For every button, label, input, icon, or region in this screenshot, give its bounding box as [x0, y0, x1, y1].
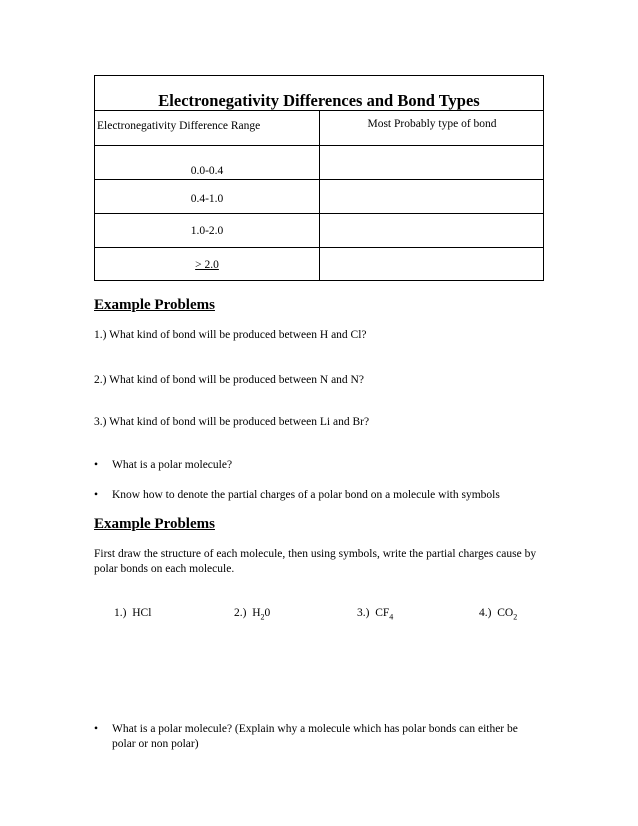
bullet-icon: • — [94, 489, 99, 501]
molecule-item: 3.) $CF_4$ — [357, 607, 394, 622]
range-cell: > 2.0 — [195, 259, 219, 271]
bond-type-table — [94, 75, 544, 281]
table-title: Electronegativity Differences and Bond Types — [95, 76, 543, 111]
table-header-bond-type: Most Probably type of bond — [367, 118, 497, 130]
range-cell: 0.4-1.0 — [190, 193, 224, 205]
section-heading: Example Problems — [94, 297, 215, 313]
range-cell: 1.0-2.0 — [190, 225, 224, 237]
bullet-text: What is a polar molecule? (Explain why a molecule which has polar bonds can either be polar or non polar) — [112, 723, 518, 750]
table-row-divider — [95, 213, 543, 214]
table-column-divider — [319, 111, 320, 281]
instructions: First draw the structure of each molecule, then using symbols, write the partial charges cause by polar bonds on each molecule. — [94, 548, 537, 575]
bullet-text: Know how to denote the partial charges of a polar bond on a molecule with symbols — [112, 489, 500, 501]
question: 1.) What kind of bond will be produced between H and Cl? — [94, 329, 367, 341]
table-row-divider — [95, 145, 543, 146]
table-row-divider — [95, 247, 543, 248]
molecule-item: 1.) HCl — [114, 607, 152, 619]
molecule-item: 2.) $H_20$ — [234, 607, 271, 622]
table-header-range: Electronegativity Difference Range — [97, 120, 261, 132]
table-row-divider — [95, 179, 543, 180]
bullet-icon: • — [94, 723, 99, 735]
question: 3.) What kind of bond will be produced between Li and Br? — [94, 416, 370, 428]
bullet-icon: • — [94, 459, 99, 471]
question: 2.) What kind of bond will be produced between N and N? — [94, 374, 364, 386]
molecule-item: 4.) $CO_2$ — [479, 607, 518, 622]
range-cell: 0.0-0.4 — [190, 165, 224, 177]
section-heading: Example Problems — [94, 516, 215, 532]
bullet-text: What is a polar molecule? — [112, 459, 233, 471]
